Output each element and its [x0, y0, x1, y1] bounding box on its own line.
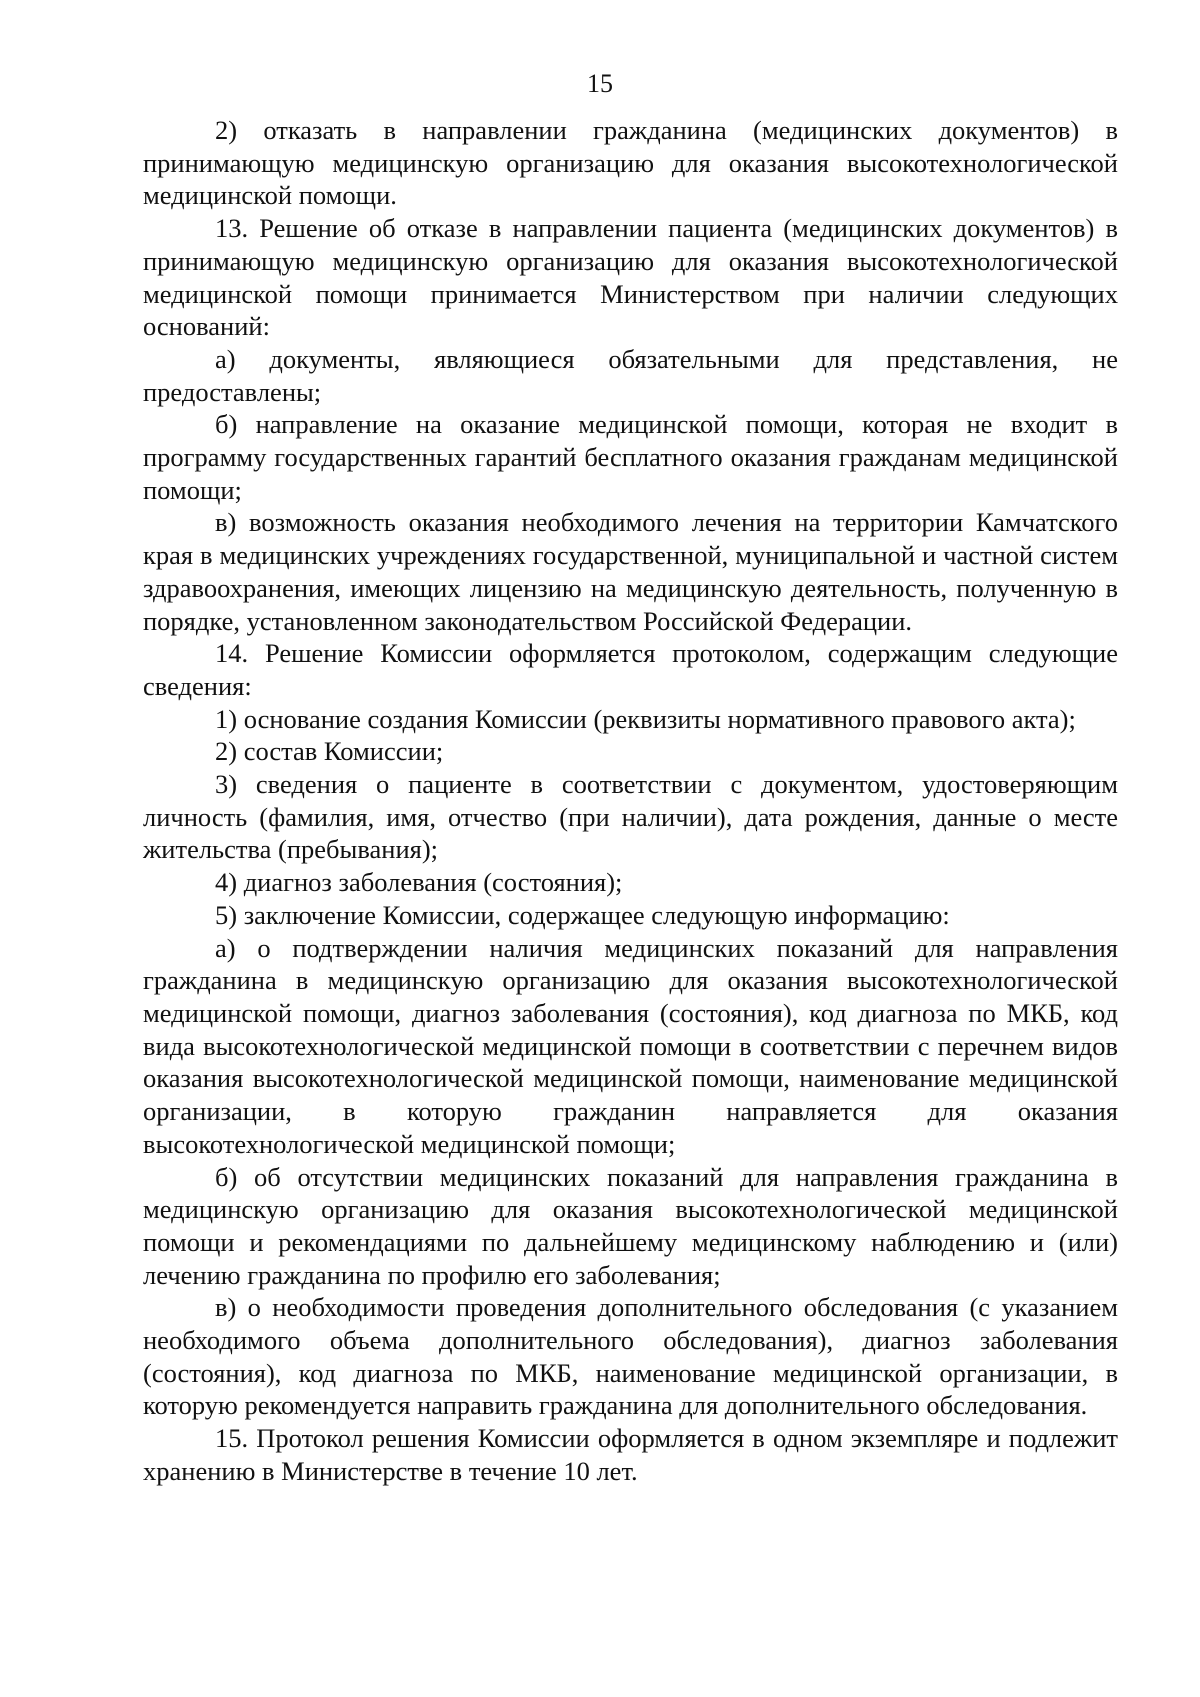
- paragraph-13-v: в) возможность оказания необходимого лечения на территории Камчатского края в медицинских учреждениях государственной, муниципальной и частной систем здравоохранения, имеющих лицензию на медицинскую деятельность, полученную в порядке, установленном законодательством Российской Федерации.: [143, 507, 1118, 636]
- paragraph-14-2: 2) состав Комиссии;: [215, 736, 444, 767]
- paragraph-13-a: а) документы, являющиеся обязательными для представления, не предоставлены;: [143, 343, 1118, 407]
- paragraph-14-3: 3) сведения о пациенте в соответствии с документом, удостоверяющим личность (фамилия, имя, отчество (при наличии), дата рождения, данные о месте жительства (пребывания);: [143, 769, 1118, 865]
- paragraph-14-5: 5) заключение Комиссии, содержащее следующую информацию:: [215, 899, 950, 930]
- page-number: 15: [587, 69, 613, 98]
- paragraph-14-5-v: в) о необходимости проведения дополнительного обследования (с указанием необходимого объема дополнительного обследования), диагноз заболевания (состояния), код диагноза по МКБ, наименование медицинской организации, в которую рекомендуется направить гражданина для дополнительного обследования.: [143, 1292, 1118, 1421]
- paragraph-13: 13. Решение об отказе в направлении пациента (медицинских документов) в принимающую медицинскую организацию для оказания высокотехнологической медицинской помощи принимается Министерством при наличии следующих оснований:: [143, 213, 1118, 342]
- paragraph-14: 14. Решение Комиссии оформляется протоколом, содержащим следующие сведения:: [143, 638, 1118, 701]
- paragraph-refuse-referral: 2) отказать в направлении гражданина (медицинских документов) в принимающую медицинскую организацию для оказания высокотехнологической медицинской помощи.: [143, 115, 1118, 211]
- paragraph-15: 15. Протокол решения Комиссии оформляется в одном экземпляре и подлежит хранению в Министерстве в течение 10 лет.: [143, 1423, 1118, 1486]
- paragraph-13-b: б) направление на оказание медицинской помощи, которая не входит в программу государственных гарантий бесплатного оказания гражданам медицинской помощи;: [143, 409, 1118, 505]
- document-body: [143, 114, 1118, 1488]
- paragraph-14-1: 1) основание создания Комиссии (реквизиты нормативного правового акта);: [215, 703, 1076, 734]
- paragraph-14-5-a: а) о подтверждении наличия медицинских показаний для направления гражданина в медицинскую организацию для оказания высокотехнологической медицинской помощи, диагноз заболевания (состояния), код диагноза по МКБ, код вида высокотехнологической медицинской помощи в соответствии с перечнем видов оказания высокотехнологической медицинской помощи, наименование медицинской организации, в которую гражданин направляется для оказания высокотехнологической медицинской помощи;: [143, 932, 1118, 1159]
- paragraph-14-5-b: б) об отсутствии медицинских показаний для направления гражданина в медицинскую организацию для оказания высокотехнологической медицинской помощи и рекомендациями по дальнейшему медицинскому наблюдению и (или) лечению гражданина по профилю его заболевания;: [143, 1161, 1118, 1290]
- paragraph-14-4: 4) диагноз заболевания (состояния);: [215, 867, 623, 898]
